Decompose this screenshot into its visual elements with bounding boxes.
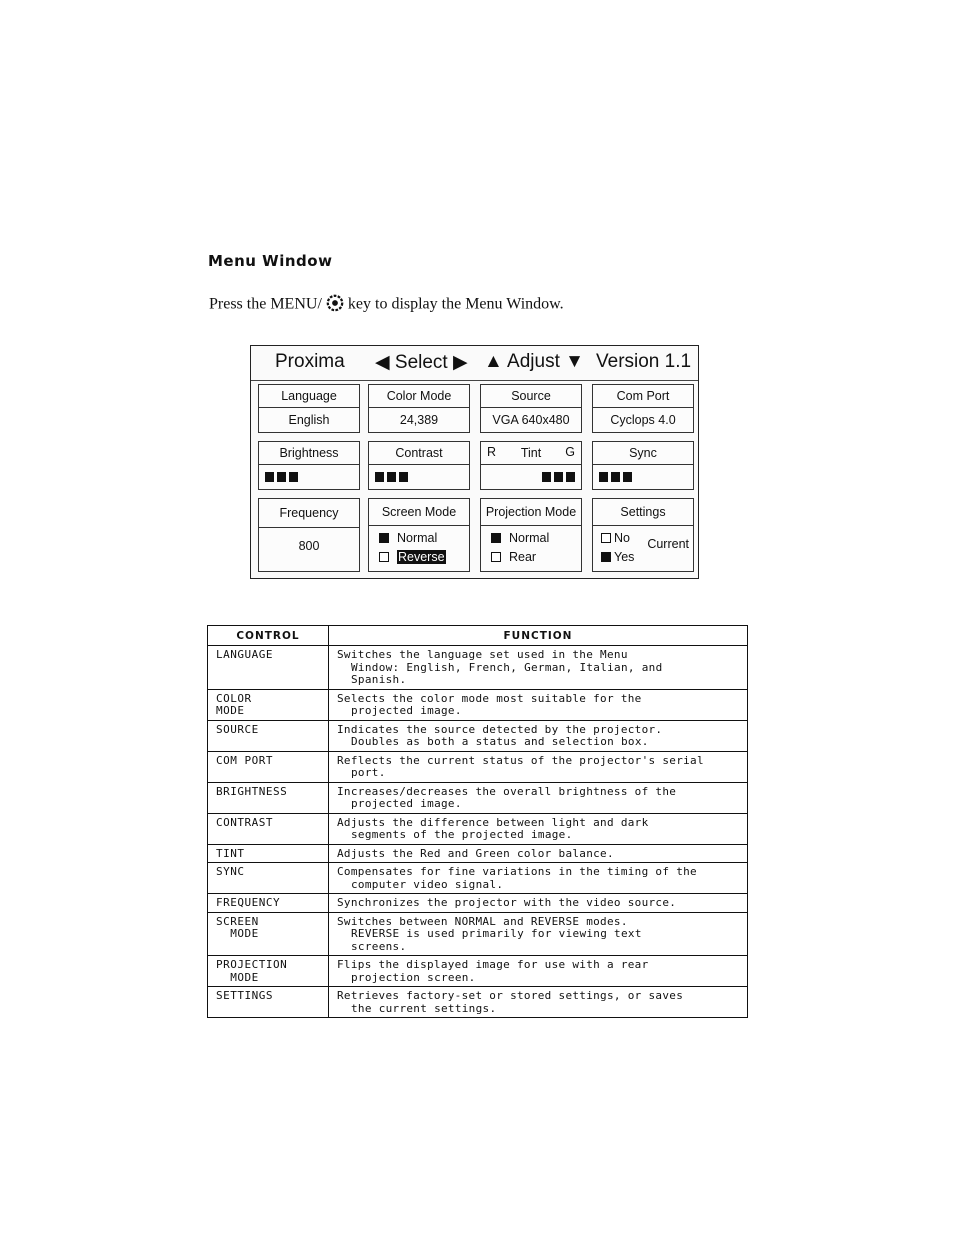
color-mode-cell[interactable] bbox=[368, 384, 470, 433]
menu-window bbox=[250, 345, 699, 579]
function-text: Increases/decreases the overall brightness of the bbox=[337, 784, 677, 798]
control-name: SETTINGS bbox=[216, 989, 273, 1002]
unselected-radio-icon bbox=[491, 552, 501, 562]
function-cell bbox=[329, 987, 748, 1018]
brightness-label: Brightness bbox=[259, 442, 359, 465]
control-name: PROJECTION bbox=[216, 958, 288, 971]
control-name: BRIGHTNESS bbox=[216, 784, 288, 798]
control-cell bbox=[208, 894, 329, 913]
language-value: English bbox=[288, 413, 330, 427]
function-cell bbox=[329, 689, 748, 720]
contrast-level-block bbox=[375, 472, 384, 482]
table-row bbox=[208, 782, 748, 813]
control-name: CONTRAST bbox=[216, 815, 273, 829]
color-mode-label: Color Mode bbox=[369, 385, 469, 408]
function-text: projected image. bbox=[351, 704, 462, 717]
function-cell bbox=[329, 646, 748, 690]
settings-cell[interactable] bbox=[592, 498, 694, 572]
settings-option-no[interactable] bbox=[601, 531, 630, 545]
table-row bbox=[208, 720, 748, 751]
brightness-level-block bbox=[277, 472, 286, 482]
intro-text bbox=[209, 294, 564, 316]
screen-mode-cell[interactable] bbox=[368, 498, 470, 572]
table-row bbox=[208, 751, 748, 782]
select-hint: ◀ Select ▶ bbox=[375, 352, 468, 373]
tint-level-block bbox=[554, 472, 563, 482]
unselected-radio-icon bbox=[379, 552, 389, 562]
function-text: segments of the projected image. bbox=[351, 828, 573, 841]
sync-level-block bbox=[611, 472, 620, 482]
source-label: Source bbox=[481, 385, 581, 408]
function-text: Spanish. bbox=[351, 673, 407, 686]
tint-green-label: G bbox=[565, 445, 575, 459]
table-header-row bbox=[208, 626, 748, 646]
control-column-header: CONTROL bbox=[208, 626, 329, 646]
menu-header bbox=[251, 346, 698, 381]
function-text: REVERSE is used primarily for viewing text bbox=[351, 927, 642, 940]
function-text: Compensates for fine variations in the timing of the bbox=[337, 865, 697, 878]
source-cell[interactable] bbox=[480, 384, 582, 433]
section-title: Menu Window bbox=[208, 252, 333, 270]
screen-mode-label: Screen Mode bbox=[369, 499, 469, 526]
table-row bbox=[208, 894, 748, 913]
function-column-header: FUNCTION bbox=[329, 626, 748, 646]
control-cell bbox=[208, 646, 329, 690]
function-text: Adjusts the difference between light and dark bbox=[337, 815, 649, 829]
selected-radio-icon bbox=[491, 533, 501, 543]
control-cell bbox=[208, 863, 329, 894]
table-row bbox=[208, 646, 748, 690]
projection-mode-normal-label: Normal bbox=[509, 531, 550, 545]
brightness-cell[interactable] bbox=[258, 441, 360, 490]
control-cell bbox=[208, 987, 329, 1018]
projection-mode-label: Projection Mode bbox=[481, 499, 581, 526]
brightness-level-block bbox=[265, 472, 274, 482]
function-cell bbox=[329, 894, 748, 913]
tint-cell[interactable] bbox=[480, 441, 582, 490]
sync-level-block bbox=[599, 472, 608, 482]
control-cell bbox=[208, 782, 329, 813]
control-name: TINT bbox=[216, 846, 245, 860]
brightness-level-block bbox=[289, 472, 298, 482]
contrast-level-block bbox=[387, 472, 396, 482]
function-text: screens. bbox=[351, 939, 407, 953]
function-text: Adjusts the Red and Green color balance. bbox=[337, 846, 614, 860]
control-name: FREQUENCY bbox=[216, 896, 281, 909]
screen-mode-reverse-label: Reverse bbox=[398, 550, 445, 564]
function-cell bbox=[329, 912, 748, 956]
table-row bbox=[208, 912, 748, 956]
function-text: projection screen. bbox=[351, 970, 476, 984]
control-name: LANGUAGE bbox=[216, 648, 273, 661]
language-cell[interactable] bbox=[258, 384, 360, 433]
brightness-level-bar bbox=[265, 472, 298, 482]
selected-radio-icon bbox=[601, 552, 611, 562]
unselected-radio-icon bbox=[601, 533, 611, 543]
frequency-label: Frequency bbox=[259, 499, 359, 528]
control-name: SYNC bbox=[216, 865, 245, 878]
settings-label: Settings bbox=[593, 499, 693, 526]
function-cell bbox=[329, 782, 748, 813]
control-cell bbox=[208, 956, 329, 987]
settings-current-label: Current bbox=[647, 537, 689, 551]
frequency-value: 800 bbox=[298, 539, 320, 553]
sync-label: Sync bbox=[593, 442, 693, 465]
function-text: Flips the displayed image for use with a rear bbox=[337, 958, 649, 971]
function-text: port. bbox=[351, 766, 386, 779]
function-cell bbox=[329, 813, 748, 844]
sync-level-block bbox=[623, 472, 632, 482]
control-function-table bbox=[207, 625, 748, 1018]
brand-label: Proxima bbox=[275, 351, 345, 372]
control-name: SOURCE bbox=[216, 722, 259, 736]
com-port-label: Com Port bbox=[593, 385, 693, 408]
tint-level-block bbox=[542, 472, 551, 482]
control-cell bbox=[208, 720, 329, 751]
contrast-level-bar bbox=[375, 472, 408, 482]
control-name: MODE bbox=[216, 970, 259, 984]
table-row bbox=[208, 813, 748, 844]
control-name: MODE bbox=[216, 927, 259, 940]
tint-level-bar bbox=[542, 472, 575, 482]
function-text: Window: English, French, German, Italian, and bbox=[351, 660, 663, 674]
function-cell bbox=[329, 751, 748, 782]
settings-yes-label: Yes bbox=[614, 550, 635, 564]
function-text: Indicates the source detected by the projector. bbox=[337, 722, 663, 736]
control-cell bbox=[208, 912, 329, 956]
contrast-label: Contrast bbox=[369, 442, 469, 465]
projection-mode-option-rear[interactable] bbox=[491, 550, 536, 564]
sync-level-bar bbox=[599, 472, 632, 482]
frequency-cell[interactable] bbox=[258, 498, 360, 572]
contrast-cell[interactable] bbox=[368, 441, 470, 490]
source-value: VGA 640x480 bbox=[492, 413, 570, 427]
function-cell bbox=[329, 844, 748, 863]
table-row bbox=[208, 689, 748, 720]
function-text: Retrieves factory-set or stored settings, or saves bbox=[337, 989, 684, 1002]
table-row bbox=[208, 863, 748, 894]
function-text: Selects the color mode most suitable for the bbox=[337, 691, 642, 705]
tint-level-block bbox=[566, 472, 575, 482]
intro-before: Press the MENU/ bbox=[209, 295, 322, 313]
function-text: Doubles as both a status and selection box. bbox=[351, 735, 649, 748]
intro-after: key to display the Menu Window. bbox=[347, 295, 564, 313]
settings-no-label: No bbox=[614, 531, 630, 545]
function-cell bbox=[329, 720, 748, 751]
function-text: Switches between NORMAL and REVERSE modes. bbox=[337, 914, 628, 928]
projection-mode-cell[interactable] bbox=[480, 498, 582, 572]
screen-mode-normal-label: Normal bbox=[397, 531, 438, 545]
settings-option-yes[interactable] bbox=[601, 550, 634, 564]
function-text: computer video signal. bbox=[351, 877, 504, 891]
function-text: Synchronizes the projector with the video source. bbox=[337, 896, 677, 909]
selected-radio-icon bbox=[379, 533, 389, 543]
function-cell bbox=[329, 863, 748, 894]
com-port-value: Cyclops 4.0 bbox=[610, 413, 676, 427]
control-name: COLOR bbox=[216, 691, 252, 705]
function-text: projected image. bbox=[351, 797, 462, 810]
version-label: Version 1.1 bbox=[596, 351, 692, 372]
adjust-hint: ▲ Adjust ▼ bbox=[484, 351, 584, 372]
function-cell bbox=[329, 956, 748, 987]
function-text: the current settings. bbox=[351, 1001, 497, 1015]
com-port-cell[interactable] bbox=[592, 384, 694, 433]
function-text: Reflects the current status of the projector's serial bbox=[337, 753, 704, 767]
tint-label: Tint bbox=[481, 442, 581, 465]
table-row bbox=[208, 956, 748, 987]
contrast-level-block bbox=[399, 472, 408, 482]
screen-mode-option-normal[interactable] bbox=[379, 531, 437, 545]
screen-mode-option-reverse[interactable] bbox=[379, 550, 446, 564]
function-text: Switches the language set used in the Menu bbox=[337, 648, 628, 661]
projection-mode-rear-label: Rear bbox=[509, 550, 537, 564]
menu-key-icon bbox=[326, 294, 344, 312]
color-mode-value: 24,389 bbox=[399, 413, 439, 427]
table-row bbox=[208, 844, 748, 863]
tint-red-label: R bbox=[487, 445, 497, 459]
table-row bbox=[208, 987, 748, 1018]
language-label: Language bbox=[259, 385, 359, 408]
control-name: MODE bbox=[216, 704, 245, 717]
control-cell bbox=[208, 689, 329, 720]
control-name: COM PORT bbox=[216, 753, 273, 767]
table-body bbox=[208, 646, 748, 1018]
control-cell bbox=[208, 813, 329, 844]
sync-cell[interactable] bbox=[592, 441, 694, 490]
control-name: SCREEN bbox=[216, 914, 259, 928]
projection-mode-option-normal[interactable] bbox=[491, 531, 549, 545]
control-cell bbox=[208, 844, 329, 863]
control-cell bbox=[208, 751, 329, 782]
